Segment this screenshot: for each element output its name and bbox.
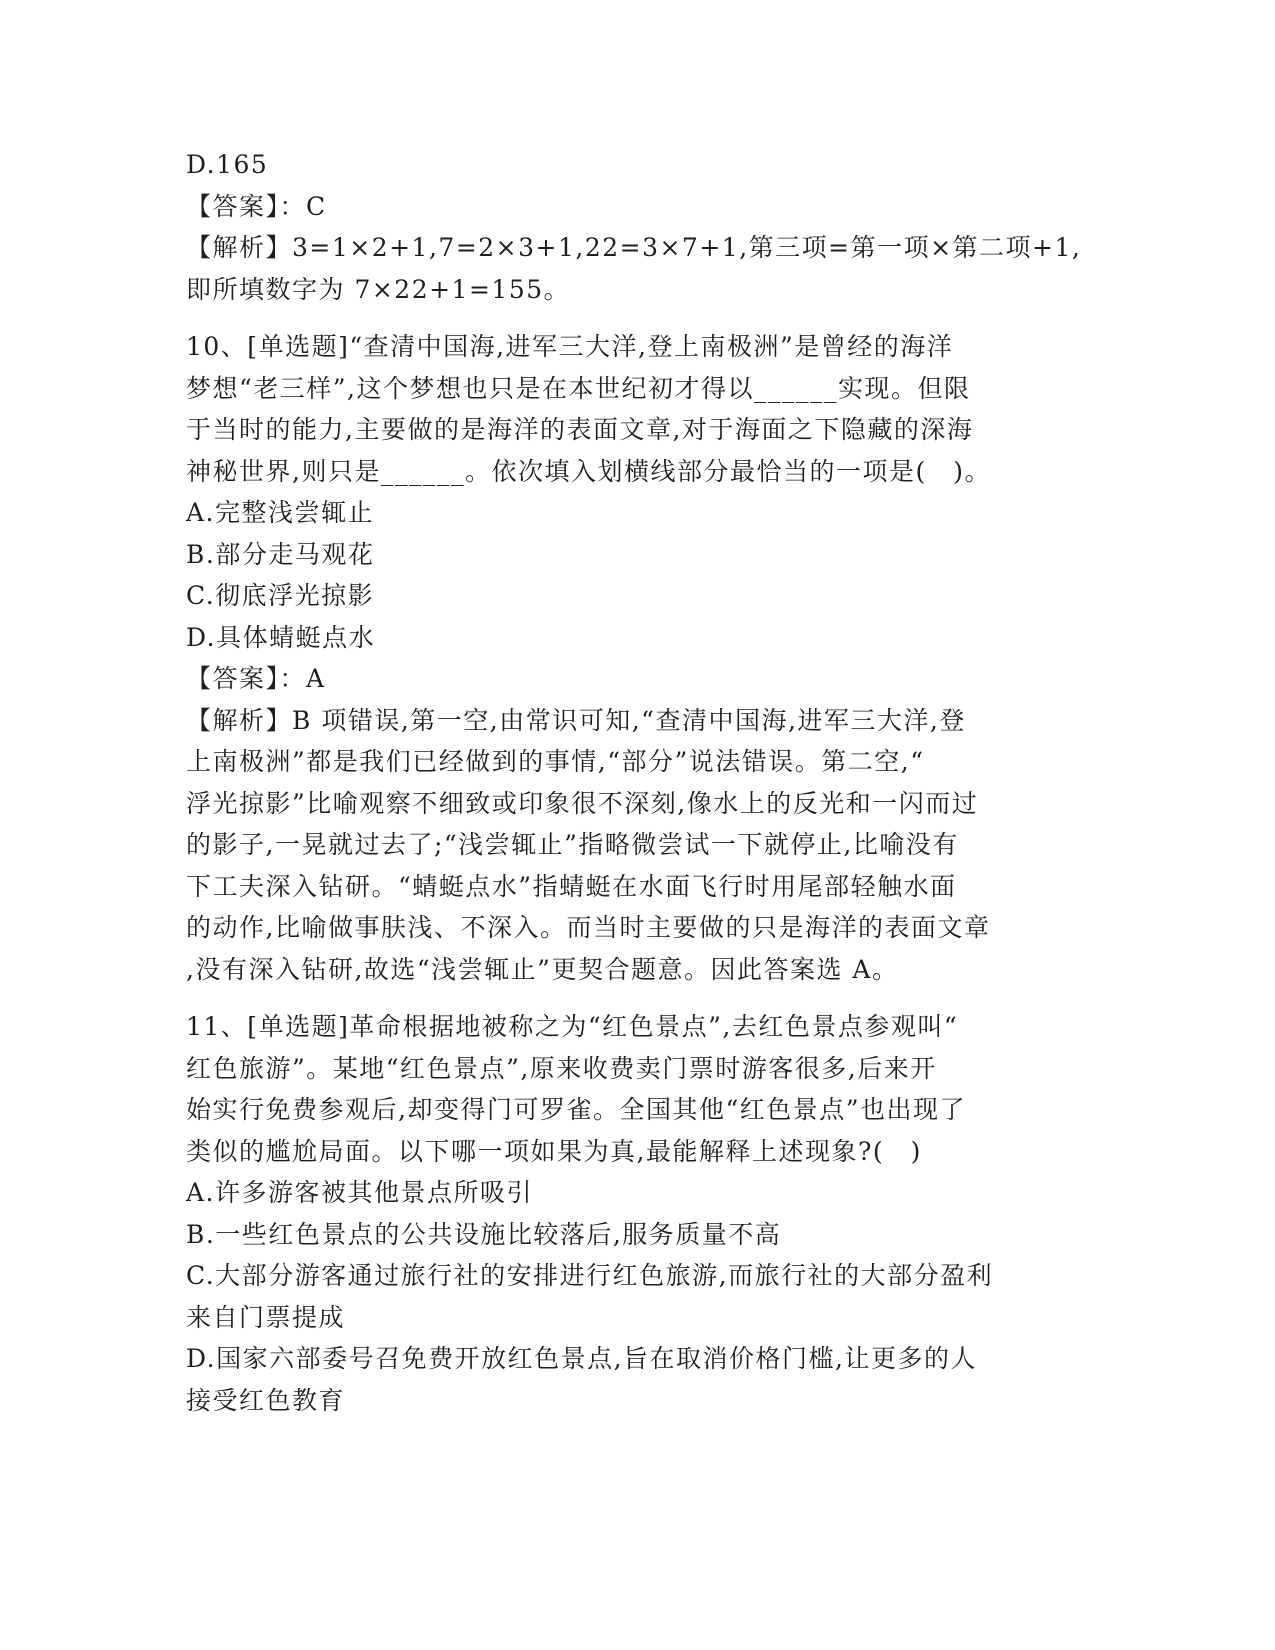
q10-option-a: A.完整浅尝辄止 [186, 498, 375, 527]
q10-question-line: 神秘世界,则只是______。依次填入划横线部分最恰当的一项是( )。 [186, 456, 991, 486]
q9-analysis-line: 【解析】3=1×2+1,7=2×3+1,22=3×7+1,第三项=第一项×第二项+1, [186, 233, 1082, 262]
page-content [186, 144, 1082, 1421]
q11-question-line: 始实行免费参观后,却变得门可罗雀。全国其他“红色景点”也出现了 [186, 1095, 967, 1124]
q11-option-a: A.许多游客被其他景点所吸引 [186, 1178, 534, 1207]
q10-question-line: 梦想“老三样”,这个梦想也只是在本世纪初才得以______实现。但限 [186, 373, 971, 403]
q9-option-d: D.165 [186, 150, 269, 179]
q11-option-b: B.一些红色景点的公共设施比较落后,服务质量不高 [186, 1219, 782, 1249]
q11-option-c-cont: 来自门票提成 [186, 1302, 346, 1332]
q11-option-d: D.国家六部委号召免费开放红色景点,旨在取消价格门槛,让更多的人 [186, 1344, 977, 1373]
q10-analysis-line: ,没有深入钻研,故选“浅尝辄止”更契合题意。因此答案选 A。 [186, 954, 899, 984]
q9-answer: 【答案】：C [186, 191, 327, 221]
q10-analysis-line: 【解析】B 项错误,第一空,由常识可知,“查清中国海,进军三大洋,登 [186, 705, 966, 735]
q10-option-b: B.部分走马观花 [186, 539, 375, 569]
q10-analysis-line: 的影子,一晃就过去了;“浅尝辄止”指略微尝试一下就停止,比喻没有 [186, 830, 959, 859]
section-gap [186, 310, 1066, 326]
q10-analysis-line: 浮光掠影”比喻观察不细致或印象很不深刻,像水上的反光和一闪而过 [186, 788, 979, 818]
q10-answer: 【答案】：A [186, 664, 326, 693]
q10-analysis-line: 下工夫深入钻研。“蜻蜓点水”指蜻蜓在水面飞行时用尾部轻触水面 [186, 871, 957, 901]
q10-analysis-line: 的动作,比喻做事肤浅、不深入。而当时主要做的只是海洋的表面文章 [186, 913, 991, 942]
q10-question-line: 10、[单选题]“查清中国海,进军三大洋,登上南极洲”是曾经的海洋 [186, 332, 954, 361]
q10-analysis-line: 上南极洲”都是我们已经做到的事情,“部分”说法错误。第二空,“ [186, 747, 925, 776]
q11-question-line: 11、[单选题]革命根据地被称之为“红色景点”,去红色景点参观叫“ [186, 1012, 959, 1041]
q10-option-c: C.彻底浮光掠影 [186, 581, 375, 610]
q10-option-d: D.具体蜻蜓点水 [186, 622, 376, 652]
q11-option-c: C.大部分游客通过旅行社的安排进行红色旅游,而旅行社的大部分盈利 [186, 1261, 994, 1290]
q11-question-line: 红色旅游”。某地“红色景点”,原来收费卖门票时游客很多,后来开 [186, 1053, 937, 1083]
q11-question-line: 类似的尴尬局面。以下哪一项如果为真,最能解释上述现象?( ) [186, 1136, 922, 1166]
q11-option-d-cont: 接受红色教育 [186, 1385, 346, 1415]
section-gap [186, 990, 1066, 1006]
q10-question-line: 于当时的能力,主要做的是海洋的表面文章,对于海面之下隐藏的深海 [186, 415, 974, 444]
q9-analysis-line: 即所填数字为 7×22+1=155。 [186, 274, 571, 304]
